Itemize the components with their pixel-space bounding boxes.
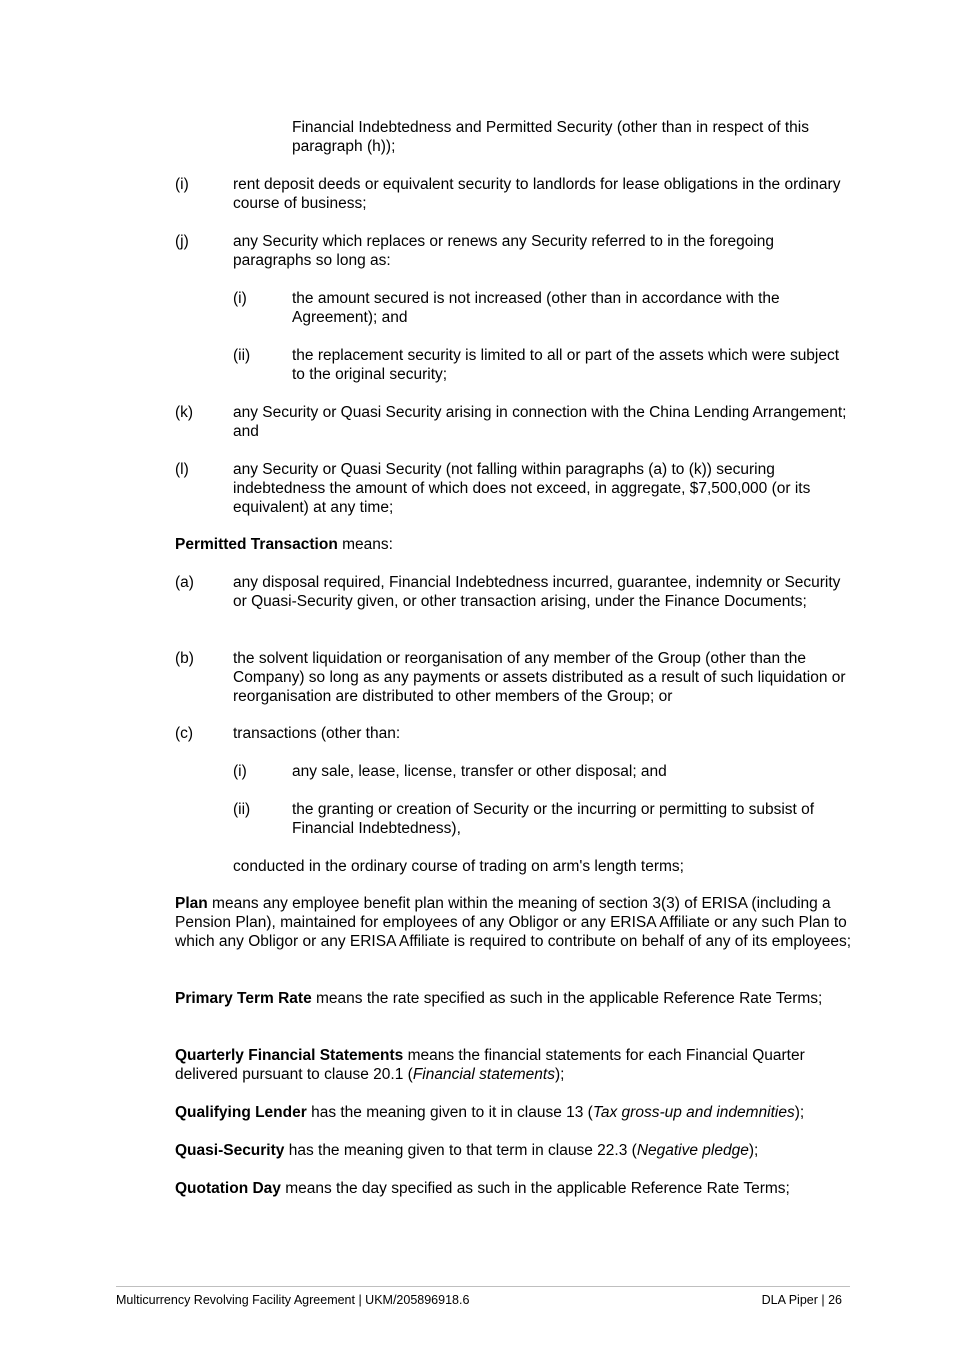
defined-term: Quasi-Security [175, 1142, 285, 1159]
item-number: (ii) [233, 347, 251, 364]
sub-list-item [233, 762, 853, 781]
item-number: (c) [175, 725, 194, 742]
sub-list-item [233, 346, 853, 384]
item-number: (k) [175, 404, 194, 421]
item-number: (l) [175, 461, 189, 478]
item-number: (j) [175, 233, 189, 250]
item-text: any Security which replaces or renews any Security referred to in the foregoing paragraphs so long as: [233, 233, 775, 269]
footer-divider [116, 1286, 850, 1287]
definition-quasi-security: Quasi-Security has the meaning given to that term in clause 22.3 (Negative pledge); [175, 1142, 759, 1159]
clause-reference: Tax gross-up and indemnities [592, 1104, 795, 1121]
list-item [175, 724, 855, 743]
defined-term: Quotation Day [175, 1180, 281, 1197]
item-text: any sale, lease, license, transfer or other disposal; and [292, 763, 667, 780]
item-text: the amount secured is not increased (other than in accordance with the Agreement); and [292, 290, 780, 326]
defined-term: Qualifying Lender [175, 1104, 307, 1121]
item-text: transactions (other than: [233, 725, 401, 742]
definition-quotation-day: Quotation Day means the day specified as such in the applicable Reference Rate Terms; [175, 1180, 790, 1197]
list-item [175, 573, 855, 611]
item-text: any Security or Quasi Security arising in connection with the China Lending Arrangement; and [233, 404, 847, 440]
item-number: (i) [175, 176, 189, 193]
definition-plan: Plan means any employee benefit plan within the meaning of section 3(3) of ERISA (including a Pension Plan), maintained for employees of any Obligor or any ERISA Affiliate or any such Plan to which any Obligor or any ERISA Affiliate is required to contribute on behalf of any of its employees; [175, 895, 852, 950]
list-item [175, 403, 855, 441]
item-text: rent deposit deeds or equivalent security to landlords for lease obligations in the ordinary course of business; [233, 176, 841, 212]
item-number: (i) [233, 763, 247, 780]
closing-text: conducted in the ordinary course of trading on arm's length terms; [233, 858, 684, 875]
defined-term: Quarterly Financial Statements [175, 1047, 404, 1064]
footer-document-reference: Multicurrency Revolving Facility Agreement | UKM/205896918.6 [116, 1293, 470, 1307]
sub-list-item [233, 800, 853, 838]
definition-quarterly-financial-statements: Quarterly Financial Statements means the financial statements for each Financial Quarter delivered pursuant to clause 20.1 (Financial statements); [175, 1047, 805, 1083]
list-item [175, 649, 855, 706]
definition-primary-term-rate: Primary Term Rate means the rate specified as such in the applicable Reference Rate Terms; [175, 990, 823, 1007]
sub-list-item [233, 289, 853, 327]
definition-qualifying-lender: Qualifying Lender has the meaning given to it in clause 13 (Tax gross-up and indemnities); [175, 1104, 805, 1121]
item-text: any Security or Quasi Security (not falling within paragraphs (a) to (k)) securing indebtedness the amount of which does not exceed, in aggregate, $7,500,000 (or its equivalent) at any time; [233, 461, 811, 516]
defined-term: Plan [175, 895, 208, 912]
clause-reference: Negative pledge [636, 1142, 749, 1159]
item-number: (b) [175, 650, 194, 667]
item-number: (ii) [233, 801, 251, 818]
item-text: the solvent liquidation or reorganisation of any member of the Group (other than the Company) so long as any payments or assets distributed as a result of such liquidation or reorganisation are distributed to other members of the Group; or [233, 650, 846, 705]
clause-reference: Financial statements [412, 1066, 555, 1083]
definition-permitted-transaction: Permitted Transaction means: [175, 536, 393, 553]
list-item [175, 460, 855, 517]
list-item [175, 175, 855, 213]
item-number: (i) [233, 290, 247, 307]
item-number: (a) [175, 574, 194, 591]
item-text: the replacement security is limited to all or part of the assets which were subject to the original security; [292, 347, 840, 383]
defined-term: Permitted Transaction [175, 536, 338, 553]
item-text: any disposal required, Financial Indebtedness incurred, guarantee, indemnity or Security or Quasi-Security given, or other transaction arising, under the Finance Documents; [233, 574, 841, 610]
defined-term: Primary Term Rate [175, 990, 312, 1007]
footer-page-number: DLA Piper | 26 [761, 1293, 842, 1307]
continuation-text: Financial Indebtedness and Permitted Security (other than in respect of this paragraph (h)); [292, 119, 809, 155]
list-item [175, 232, 855, 270]
item-text: the granting or creation of Security or the incurring or permitting to subsist of Financial Indebtedness), [292, 801, 815, 837]
